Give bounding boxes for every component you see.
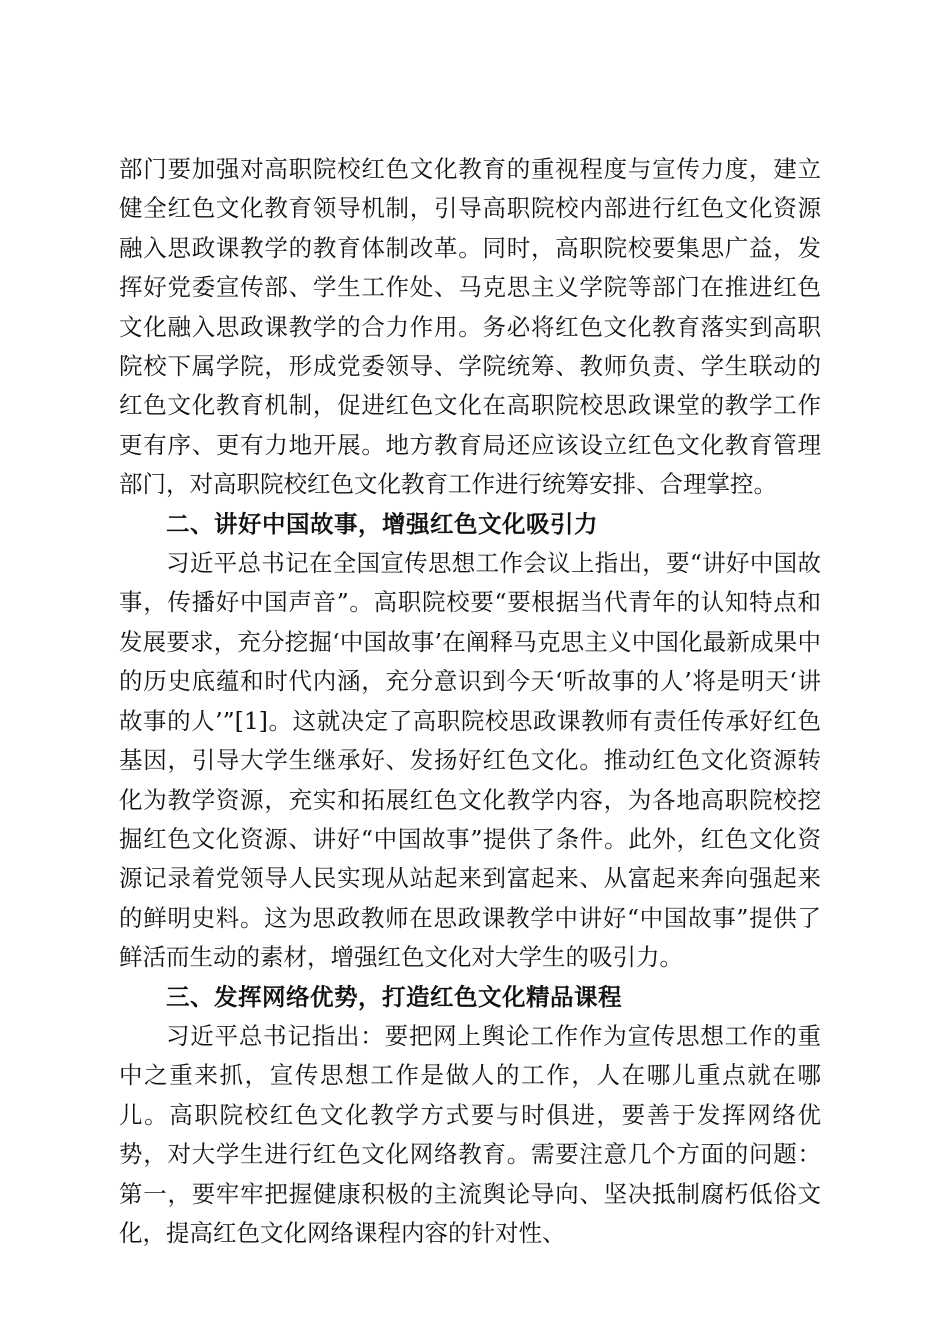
paragraph-section-3: 习近平总书记指出：要把网上舆论工作作为宣传思想工作的重中之重来抓，宣传思想工作是做人的工作，人在哪儿重点就在哪儿。高职院校红色文化教学方式要与时俱进，要善于发挥网络优势，对大学生进行红色文化网络教育。需要注意几个方面的问题：第一，要牢牢把握健康积极的主流舆论导向、坚决抵制腐朽低俗文化，提高红色文化网络课程内容的针对性、 [119,1021,821,1247]
document-body [119,150,821,1253]
paragraph-section-2: 习近平总书记在全国宣传思想工作会议上指出，要“讲好中国故事，传播好中国声音”。高职院校要“要根据当代青年的认知特点和发展要求，充分挖掘‘中国故事’在阐释马克思主义中国化最新成果中的历史底蕴和时代内涵，充分意识到今天‘听故事的人’将是明天‘讲故事的人’”[1]。这就决定了高职院校思政课教师有责任传承好红色基因，引导大学生继承好、发扬好红色文化。推动红色文化资源转化为教学资源，充实和拓展红色文化教学内容，为各地高职院校挖掘红色文化资源、讲好“中国故事”提供了条件。此外，红色文化资源记录着党领导人民实现从站起来到富起来、从富起来奔向强起来的鲜明史料。这为思政教师在思政课教学中讲好“中国故事”提供了鲜活而生动的素材，增强红色文化对大学生的吸引力。 [119,549,821,972]
section-heading-2: 二、讲好中国故事，增强红色文化吸引力 [166,509,598,538]
section-heading-3: 三、发挥网络优势，打造红色文化精品课程 [166,982,622,1011]
paragraph-continued: 部门要加强对高职院校红色文化教育的重视程度与宣传力度，建立健全红色文化教育领导机制，引导高职院校内部进行红色文化资源融入思政课教学的教育体制改革。同时，高职院校要集思广益，发挥好党委宣传部、学生工作处、马克思主义学院等部门在推进红色文化融入思政课教学的合力作用。务必将红色文化教育落实到高职院校下属学院，形成党委领导、学院统筹、教师负责、学生联动的红色文化教育机制，促进红色文化在高职院校思政课堂的教学工作更有序、更有力地开展。地方教育局还应该设立红色文化教育管理部门，对高职院校红色文化教育工作进行统筹安排、合理掌控。 [119,155,821,499]
